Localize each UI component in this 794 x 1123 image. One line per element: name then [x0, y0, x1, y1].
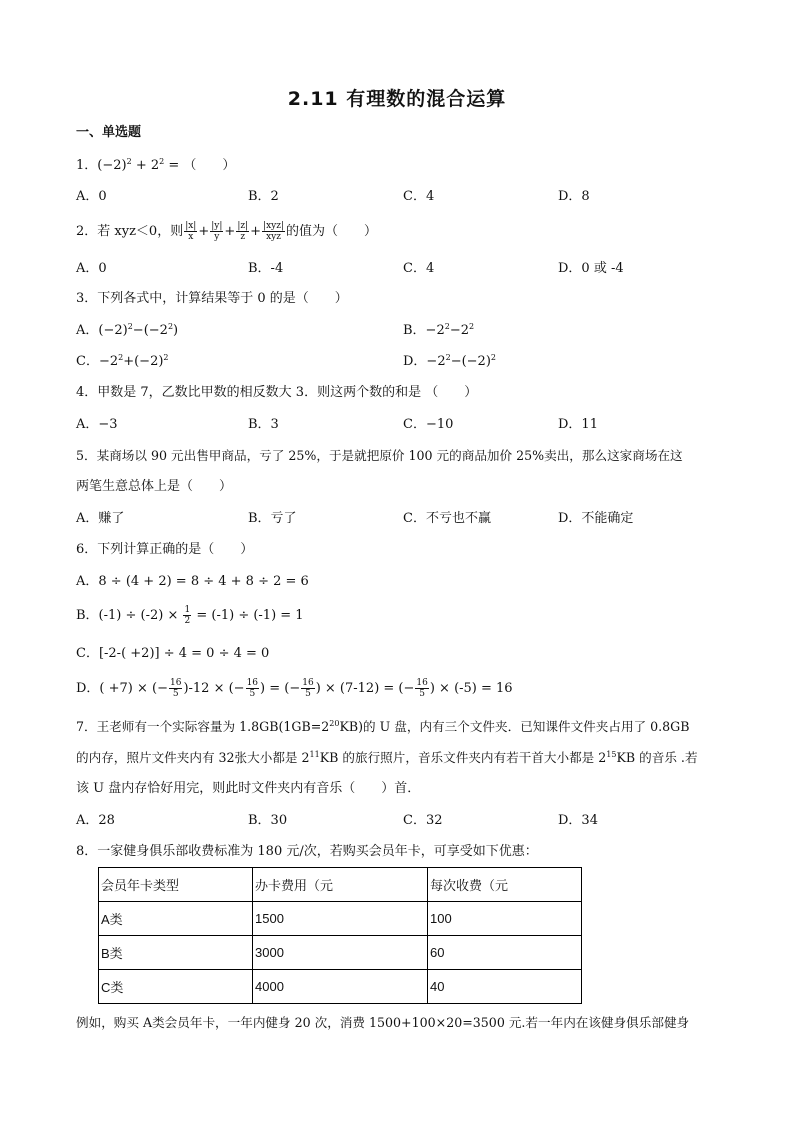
section-heading: 一、单选题: [76, 125, 142, 140]
page-title: 2.11 有理数的混合运算: [287, 88, 507, 110]
question-6-option-a: A．8 ÷ (4 + 2) = 8 ÷ 4 + 8 ÷ 2 = 6: [76, 574, 309, 589]
fraction: $\frac{|z|}{z}$: [237, 221, 249, 242]
question-7-stem-line-1: 7．王老师有一个实际容量为 $1.8GB(1GB=2^{20}KB)$的 U 盘，内有三个文件夹．已知课件文件夹占用了 0.8GB: [76, 719, 690, 734]
table-row: [99, 970, 582, 1004]
fraction: $\frac{\text{|xyz|}}{\text{xyz}}$: [263, 221, 284, 242]
question-2-option-c: C．4: [403, 261, 435, 276]
table-cell: C类: [99, 970, 253, 1004]
table-cell: 4000: [253, 970, 428, 1004]
question-6-option-c: C．[-2-( +2)] ÷ 4 = 0 ÷ 4 = 0: [76, 646, 270, 661]
question-4-option-a: A．−3: [76, 417, 118, 432]
fraction: $\frac{16}{5}$: [416, 678, 428, 699]
fraction: $\frac{|y|}{y}$: [211, 221, 223, 242]
table-row: [99, 936, 582, 970]
fraction: $\frac{16}{5}$: [246, 678, 259, 699]
question-4-option-c: C．−10: [403, 417, 454, 432]
question-4-option-d: D．11: [558, 417, 598, 432]
question-2-option-d: D．0 或 -4: [558, 261, 624, 276]
table-cell: 100: [428, 902, 582, 936]
table-cell: 1500: [253, 902, 428, 936]
question-1-option-b: B．2: [248, 189, 279, 204]
fraction: $\frac{16}{5}$: [169, 678, 182, 699]
question-8-continuation: 例如，购买 A类会员年卡，一年内健身 20 次，消费 1500+100×20=3500 元.若一年内在该健身俱乐部健身: [76, 1015, 690, 1030]
question-5-stem-line-1: 5．某商场以 90 元出售甲商品，亏了 25%，于是就把原价 100 元的商品加价 25%卖出，那么这家商场在这: [76, 448, 683, 463]
fraction: $\frac{1}{2}$: [184, 605, 191, 626]
question-2-option-a: A．0: [76, 261, 107, 276]
membership-fee-table: [98, 867, 582, 1004]
question-2-option-b: B．-4: [248, 261, 284, 276]
fraction: $\frac{16}{5}$: [302, 678, 314, 699]
table-header-row: [99, 868, 582, 902]
question-3-option-d: D．$-2^2-(-2)^2$: [403, 353, 496, 369]
question-6-option-b: B．(-1) ÷ (-2) × $\frac{1}{2}$ = (-1) ÷ (-1) = 1: [76, 605, 304, 626]
table-header-cell: 会员年卡类型: [99, 868, 253, 902]
question-8-stem: 8．一家健身俱乐部收费标准为 180 元/次，若购买会员年卡，可享受如下优惠：: [76, 844, 538, 859]
question-3-stem: 3．下列各式中，计算结果等于 0 的是（ ）: [76, 291, 348, 306]
fraction: $\frac{|x|}{x}$: [185, 221, 197, 242]
question-2-stem: 2．若 xyz＜0，则 $\frac{|x|}{x}$ + $\frac{|y|}{y}$ + $\frac{|z|}{z}$ + $\frac{\text{|xyz|}}{\text{xyz}}$ 的值为（ ）: [76, 221, 378, 242]
table-cell: A类: [99, 902, 253, 936]
question-5-option-b: B．亏了: [248, 511, 297, 526]
table-cell: 40: [428, 970, 582, 1004]
question-4-stem: 4．甲数是 7，乙数比甲数的相反数大 3．则这两个数的和是 （ ）: [76, 385, 478, 400]
question-7-stem-line-2: 的内存，照片文件夹内有 32张大小都是 $2^{11}KB$ 的旅行照片，音乐文件夹内有若干首大小都是 $2^{15}KB$ 的音乐 .若: [76, 750, 698, 765]
question-3-option-b: B．$-2^2-2^2$: [403, 322, 475, 338]
question-7-option-d: D．34: [558, 813, 598, 828]
question-1-option-a: A．0: [76, 189, 107, 204]
table-header-cell: 办卡费用（元: [253, 868, 428, 902]
question-4-option-b: B．3: [248, 417, 279, 432]
question-1-option-d: D．8: [558, 189, 590, 204]
question-5-option-d: D．不能确定: [558, 511, 634, 526]
question-1-option-c: C．4: [403, 189, 435, 204]
question-5-option-c: C．不亏也不赢: [403, 511, 491, 526]
table-cell: 60: [428, 936, 582, 970]
question-6-option-d: D．( +7) × (− $\frac{16}{5}$ )-12 × (− $\frac{16}{5}$ ) = (− $\frac{16}{5}$ ) × (7-12) = (− $\frac{16}{5}$ ) × (-5) = 16: [76, 678, 513, 699]
question-7-option-c: C．32: [403, 813, 443, 828]
table-cell: B类: [99, 936, 253, 970]
table-cell: 3000: [253, 936, 428, 970]
question-5-option-a: A．赚了: [76, 511, 125, 526]
question-1-stem: 1．$(-2)^2 + 2^2$ = （ ）: [76, 157, 236, 173]
question-3-option-a: A．$(-2)^2-(-2^2)$: [76, 322, 179, 338]
question-3-option-c: C．$-2^2+(-2)^2$: [76, 353, 169, 369]
question-7-option-b: B．30: [248, 813, 288, 828]
table-header-cell: 每次收费（元: [428, 868, 582, 902]
question-7-stem-line-3: 该 U 盘内存恰好用完，则此时文件夹内有音乐（ ）首．: [76, 781, 421, 796]
question-7-option-a: A．28: [76, 813, 115, 828]
question-5-stem-line-2: 两笔生意总体上是（ ）: [76, 479, 233, 494]
table-row: [99, 902, 582, 936]
question-6-stem: 6．下列计算正确的是（ ）: [76, 542, 254, 557]
